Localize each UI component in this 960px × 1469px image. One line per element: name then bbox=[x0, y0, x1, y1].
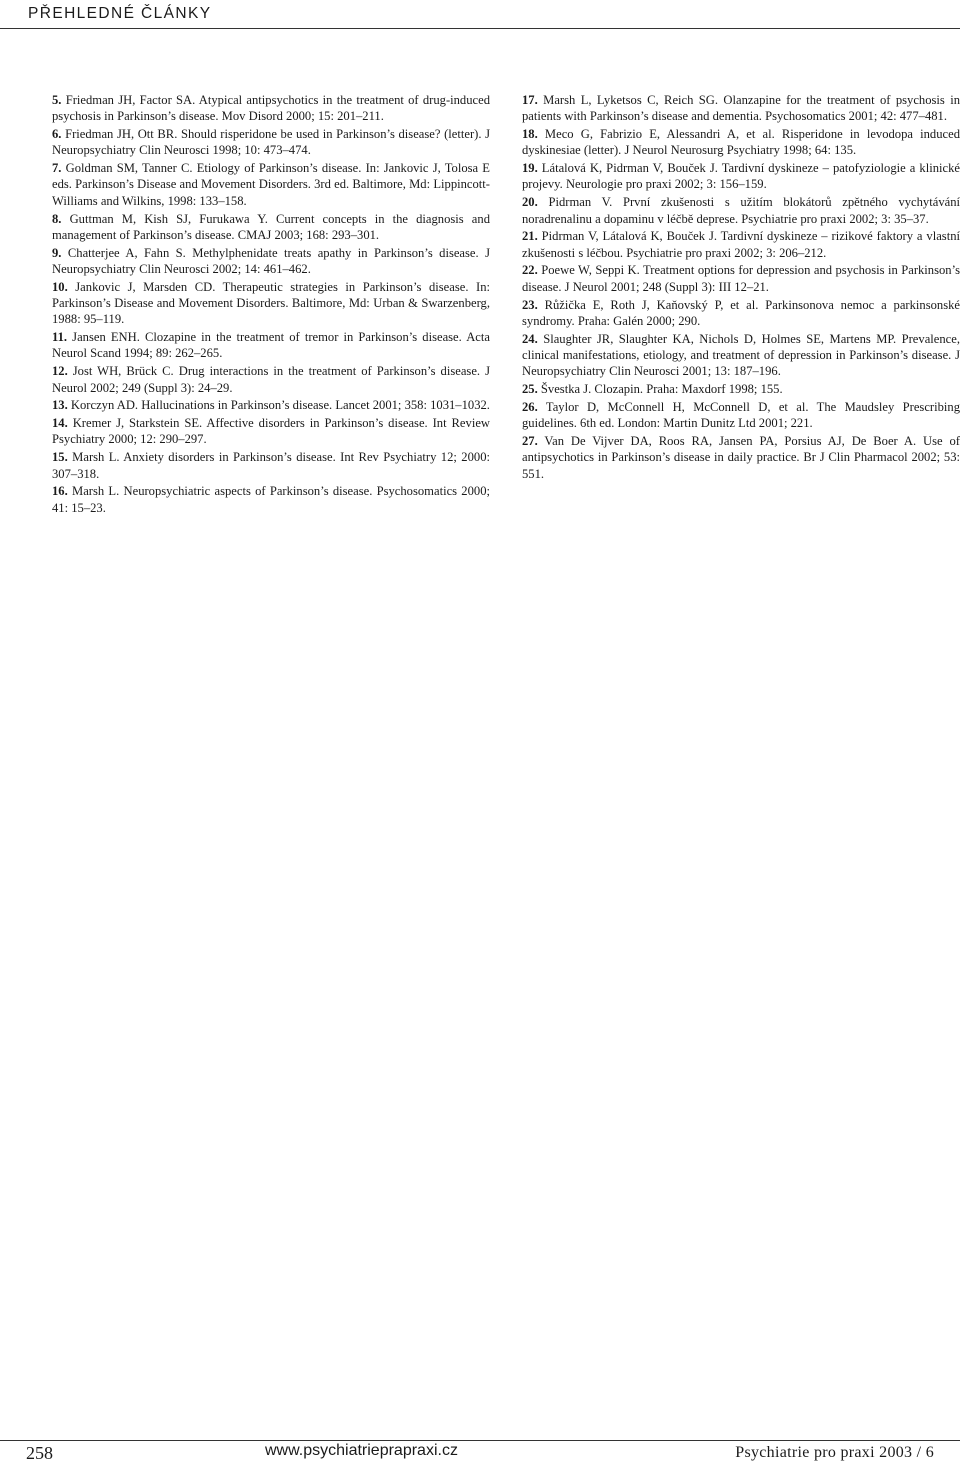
reference-item bbox=[52, 397, 490, 413]
references-left-column bbox=[52, 92, 490, 517]
reference-number: 18. bbox=[522, 127, 538, 142]
reference-item bbox=[522, 228, 960, 261]
reference-number: 27. bbox=[522, 433, 538, 448]
reference-text: Guttman M, Kish SJ, Furukawa Y. Current concepts in the diagnosis and management of Parkinson’s disease. CMAJ 2003; 168: 293–301. bbox=[52, 211, 490, 242]
reference-text: Van De Vijver DA, Roos RA, Jansen PA, Porsius AJ, De Boer A. Use of antipsychotics in Parkinson’s disease in daily practice. Br J Clin Pharmacol 2002; 53: 551. bbox=[522, 433, 960, 481]
reference-text: Pidrman V. První zkušenosti s užitím blokátorů zpětného vychytávání noradrenalinu a dopaminu v léčbě deprese. Psychiatrie pro praxi 2002; 3: 35–37. bbox=[522, 195, 960, 226]
reference-number: 12. bbox=[52, 364, 68, 379]
reference-number: 17. bbox=[522, 93, 538, 107]
reference-number: 19. bbox=[522, 161, 538, 176]
reference-text: Švestka J. Clozapin. Praha: Maxdorf 1998; 155. bbox=[540, 382, 783, 397]
reference-item bbox=[522, 194, 960, 227]
reference-item bbox=[52, 92, 490, 125]
footer-divider bbox=[0, 1440, 960, 1441]
reference-item bbox=[52, 363, 490, 396]
reference-item bbox=[522, 262, 960, 295]
reference-item bbox=[522, 399, 960, 432]
reference-number: 26. bbox=[522, 399, 538, 414]
reference-text: Chatterjee A, Fahn S. Methylphenidate treats apathy in Parkinson’s disease. J Neuropsychiatry Clin Neurosci 2002; 14: 461–462. bbox=[52, 245, 490, 276]
reference-text: Kremer J, Starkstein SE. Affective disorders in Parkinson’s disease. Int Review Psychiatry 2000; 12: 290–297. bbox=[52, 416, 491, 447]
reference-text: Látalová K, Pidrman V, Bouček J. Tardivní dyskineze – patofyziologie a klinické projevy. Neurologie pro praxi 2002; 3: 156–159. bbox=[522, 161, 960, 192]
reference-item bbox=[52, 449, 490, 482]
reference-item bbox=[522, 126, 960, 159]
reference-item bbox=[522, 160, 960, 193]
reference-item bbox=[522, 331, 960, 380]
reference-item bbox=[52, 160, 490, 209]
reference-text: Růžička E, Roth J, Kaňovský P, et al. Parkinsonova nemoc a parkinsonské syndromy. Praha: Galén 2000; 290. bbox=[522, 297, 960, 328]
reference-number: 22. bbox=[522, 263, 538, 278]
header-divider bbox=[0, 28, 960, 29]
reference-item bbox=[52, 211, 490, 244]
reference-text: Marsh L. Anxiety disorders in Parkinson’s disease. Int Rev Psychiatry 12; 2000: 307–318. bbox=[52, 450, 490, 481]
reference-text: Korczyn AD. Hallucinations in Parkinson’s disease. Lancet 2001; 358: 1031–1032. bbox=[70, 398, 490, 413]
reference-text: Marsh L. Neuropsychiatric aspects of Parkinson’s disease. Psychosomatics 2000; 41: 15–23. bbox=[52, 484, 490, 515]
reference-text: Jost WH, Brück C. Drug interactions in the treatment of Parkinson’s disease. J Neurol 2002; 249 (Suppl 3): 24–29. bbox=[52, 364, 490, 395]
reference-number: 10. bbox=[52, 279, 68, 294]
reference-number: 15. bbox=[52, 450, 68, 465]
page-number: 258 bbox=[26, 1443, 53, 1463]
reference-text: Taylor D, McConnell H, McConnell D, et al. The Maudsley Prescribing guidelines. 6th ed. London: Martin Dunitz Ltd 2001; 221. bbox=[522, 399, 960, 431]
reference-item bbox=[52, 245, 490, 278]
reference-number: 20. bbox=[522, 195, 538, 210]
references-right-column bbox=[522, 92, 960, 483]
reference-item bbox=[522, 297, 960, 330]
reference-item bbox=[522, 92, 960, 125]
page-header bbox=[0, 0, 960, 32]
reference-text: Poewe W, Seppi K. Treatment options for depression and psychosis in Parkinson’s disease. J Neurol 2001; 248 (Suppl 3): III 12–21. bbox=[522, 263, 960, 294]
journal-website-link[interactable]: www.psychiatrieprapraxi.cz bbox=[265, 1442, 458, 1459]
reference-item bbox=[522, 433, 960, 482]
reference-item bbox=[52, 329, 490, 362]
reference-item bbox=[52, 415, 490, 448]
reference-text: Pidrman V, Látalová K, Bouček J. Tardivní dyskineze – rizikové faktory a vlastní zkušenosti s léčbou. Psychiatrie pro praxi 2002; 3: 206–212. bbox=[522, 229, 960, 260]
reference-number: 9. bbox=[52, 245, 62, 260]
reference-item bbox=[52, 279, 490, 328]
reference-number: 16. bbox=[52, 484, 68, 499]
reference-item bbox=[522, 381, 960, 397]
journal-issue: Psychiatrie pro praxi 2003 / 6 bbox=[735, 1444, 934, 1461]
reference-number: 23. bbox=[522, 297, 538, 312]
reference-text: Jankovic J, Marsden CD. Therapeutic strategies in Parkinson’s disease. In: Parkinson’s Disease and Movement Disorders. Baltimore, Md: Urban & Swarzenberg, 1988: 95–119. bbox=[52, 279, 491, 327]
reference-number: 13. bbox=[52, 398, 68, 413]
reference-number: 7. bbox=[52, 161, 62, 176]
reference-number: 8. bbox=[52, 211, 62, 226]
reference-text: Meco G, Fabrizio E, Alessandri A, et al. Risperidone in levodopa induced dyskinesiae (letter). J Neurol Neurosurg Psychiatry 1998; 64: 135. bbox=[522, 127, 960, 158]
reference-number: 6. bbox=[52, 127, 62, 142]
reference-text: Jansen ENH. Clozapine in the treatment of tremor in Parkinson’s disease. Acta Neurol Scand 1994; 89: 262–265. bbox=[52, 330, 490, 361]
reference-number: 11. bbox=[52, 330, 68, 345]
reference-number: 14. bbox=[52, 416, 68, 431]
reference-item bbox=[52, 126, 490, 159]
section-title: PŘEHLEDNÉ ČLÁNKY bbox=[28, 5, 212, 22]
reference-item bbox=[52, 483, 490, 516]
reference-number: 21. bbox=[522, 229, 538, 244]
reference-number: 5. bbox=[52, 93, 62, 107]
reference-text: Goldman SM, Tanner C. Etiology of Parkinson’s disease. In: Jankovic J, Tolosa E eds. Parkinson’s Disease and Movement Disorders. 3rd ed. Baltimore, Md: Lippincott-Williams and Wilkins, 1998: 133–158. bbox=[52, 161, 490, 208]
reference-text: Marsh L, Lyketsos C, Reich SG. Olanzapine for the treatment of psychosis in patients with Parkinson’s disease and dementia. Psychosomatics 2001; 42: 477–481. bbox=[522, 93, 960, 124]
reference-text: Friedman JH, Ott BR. Should risperidone be used in Parkinson’s disease? (letter). J Neuropsychiatry Clin Neurosci 1998; 10: 473–474. bbox=[52, 127, 490, 158]
reference-text: Slaughter JR, Slaughter KA, Nichols D, Holmes SE, Martens MP. Prevalence, clinical manifestations, etiology, and treatment of depression in Parkinson’s disease. J Neuropsychiatry Clin Neurosci 2001; 13: 187–196. bbox=[522, 331, 960, 379]
reference-text: Friedman JH, Factor SA. Atypical antipsychotics in the treatment of drug-induced psychosis in Parkinson’s disease. Mov Disord 2000; 15: 201–211. bbox=[52, 93, 491, 124]
reference-number: 25. bbox=[522, 382, 538, 397]
reference-number: 24. bbox=[522, 331, 538, 346]
